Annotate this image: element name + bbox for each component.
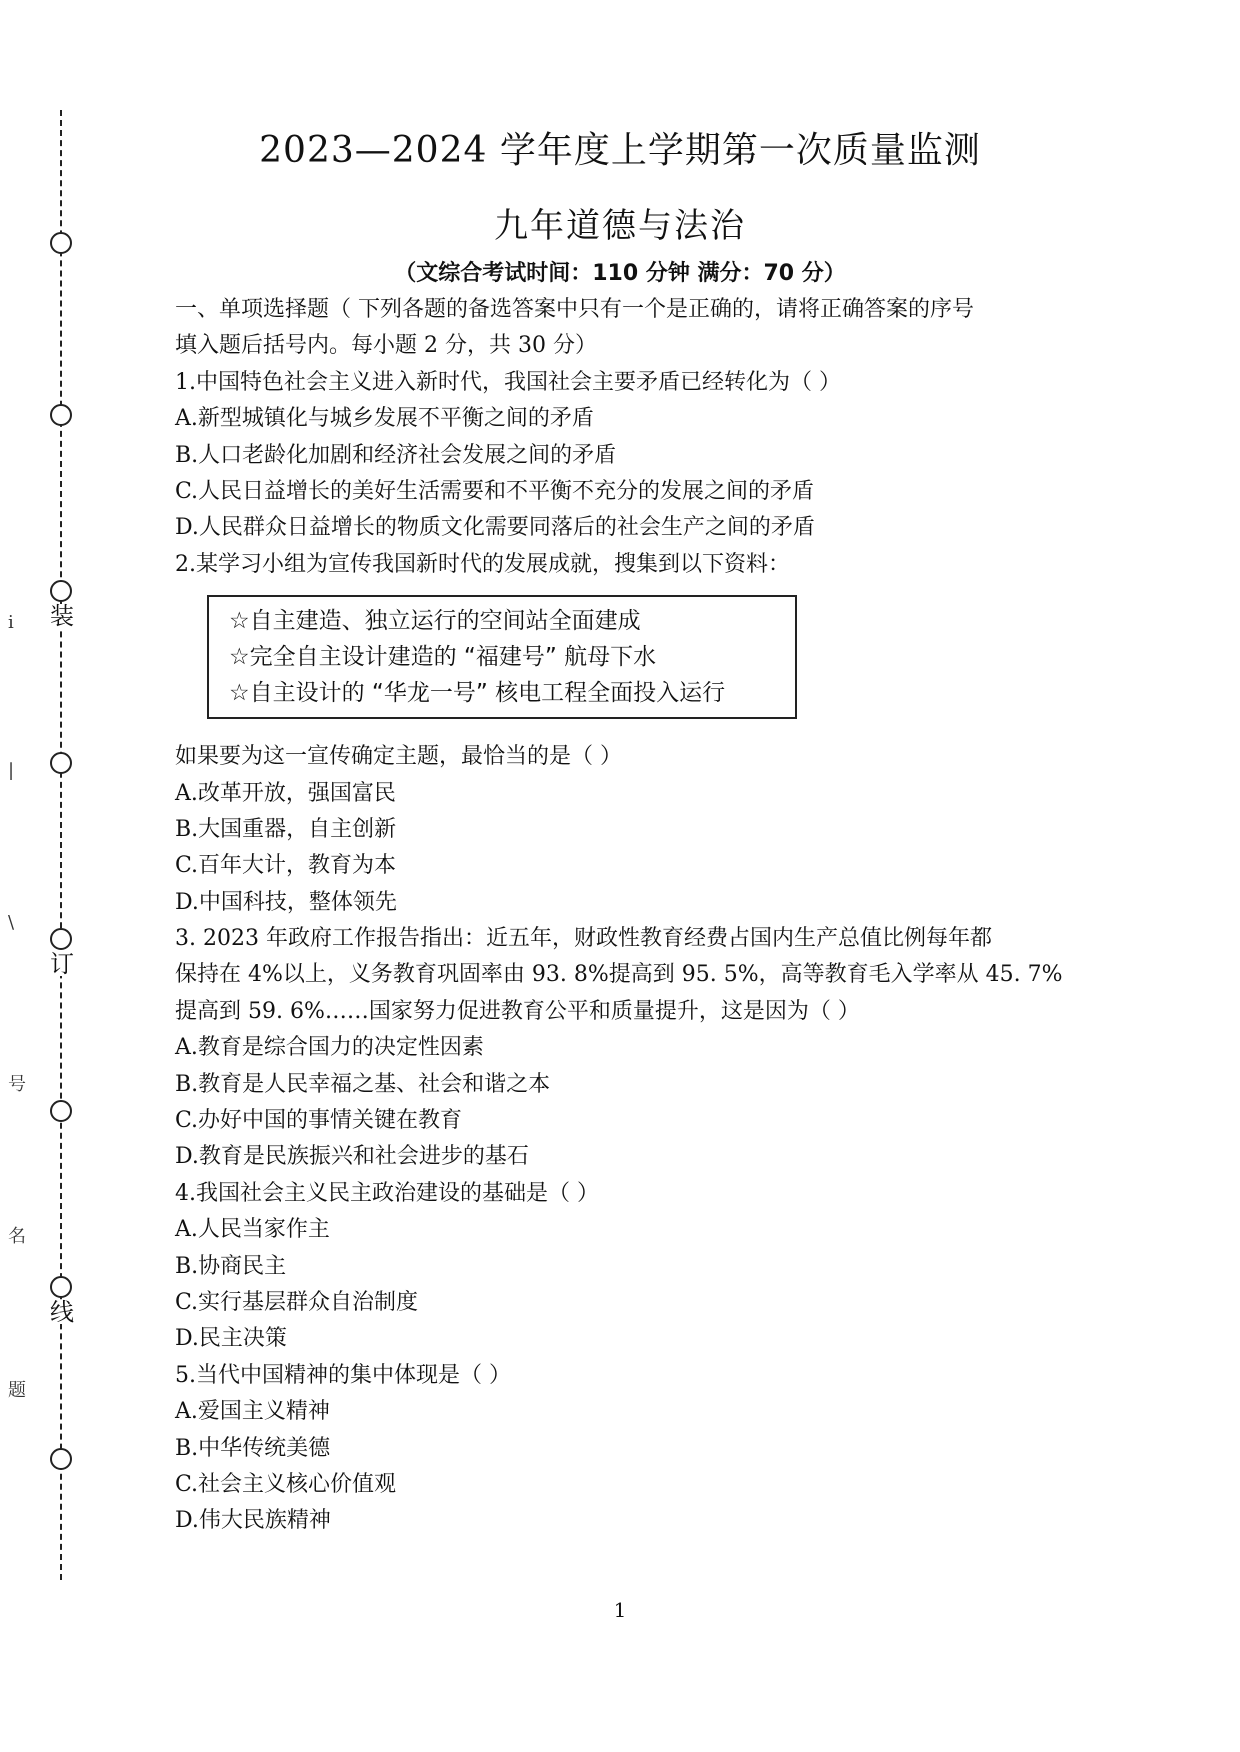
question-1 bbox=[175, 365, 1075, 547]
binding-label-xian: 线 bbox=[50, 1298, 74, 1326]
option-b: B.大国重器，自主创新 bbox=[175, 816, 397, 842]
binding-label-zhuang: 装 bbox=[50, 602, 74, 630]
binding-hole-circle bbox=[50, 404, 72, 426]
margin-mark: 号 bbox=[8, 1074, 26, 1095]
binding-hole-circle bbox=[50, 1276, 72, 1298]
question-stem: 提高到 59. 6%……国家努力促进教育公平和质量提升，这是因为（ ） bbox=[175, 998, 860, 1024]
question-2 bbox=[175, 547, 1075, 921]
binding-hole-circle bbox=[50, 580, 72, 602]
question-stem: 3. 2023 年政府工作报告指出：近五年，财政性教育经费占国内生产总值比例每年都 bbox=[175, 926, 992, 952]
exam-info: （文综合考试时间：110 分钟 满分：70 分） bbox=[394, 261, 846, 286]
option-a: A.爱国主义精神 bbox=[175, 1399, 330, 1425]
option-d: D.中国科技，整体领先 bbox=[175, 889, 397, 915]
exam-content bbox=[175, 292, 1075, 1540]
margin-mark: | bbox=[8, 760, 15, 781]
material-box bbox=[207, 595, 797, 719]
material-item: ☆自主建造、独立运行的空间站全面建成 bbox=[229, 608, 641, 635]
question-stem: 保持在 4%以上，义务教育巩固率由 93. 8%提高到 95. 5%，高等教育毛入学率从 45. 7% bbox=[175, 962, 1063, 988]
material-item: ☆自主设计的 “华龙一号” 核电工程全面投入运行 bbox=[229, 680, 726, 707]
option-d: D.教育是民族振兴和社会进步的基石 bbox=[175, 1144, 529, 1170]
option-a: A.新型城镇化与城乡发展不平衡之间的矛盾 bbox=[175, 406, 594, 432]
margin-mark: i bbox=[8, 612, 14, 633]
option-c: C.百年大计，教育为本 bbox=[175, 853, 397, 879]
question-5 bbox=[175, 1358, 1075, 1540]
option-b: B.中华传统美德 bbox=[175, 1435, 331, 1461]
margin-mark: \ bbox=[8, 912, 15, 933]
option-c: C.社会主义核心价值观 bbox=[175, 1471, 397, 1497]
exam-title: 2023—2024 学年度上学期第一次质量监测 bbox=[259, 130, 981, 171]
option-d: D.民主决策 bbox=[175, 1326, 287, 1352]
margin-mark: 名 bbox=[8, 1226, 26, 1247]
binding-dashed-line bbox=[60, 110, 62, 1580]
question-stem: 1.中国特色社会主义进入新时代，我国社会主要矛盾已经转化为（ ） bbox=[175, 369, 841, 395]
option-a: A.教育是综合国力的决定性因素 bbox=[175, 1035, 484, 1061]
question-4 bbox=[175, 1176, 1075, 1358]
question-stem: 4.我国社会主义民主政治建设的基础是（ ） bbox=[175, 1180, 599, 1206]
binding-hole-circle bbox=[50, 1100, 72, 1122]
option-d: D.人民群众日益增长的物质文化需要同落后的社会生产之间的矛盾 bbox=[175, 515, 815, 541]
exam-subject: 九年道德与法治 bbox=[494, 206, 746, 246]
material-item: ☆完全自主设计建造的 “福建号” 航母下水 bbox=[229, 644, 657, 671]
margin-mark: 题 bbox=[8, 1380, 26, 1401]
option-b: B.人口老龄化加剧和经济社会发展之间的矛盾 bbox=[175, 442, 617, 468]
binding-hole-circle bbox=[50, 1448, 72, 1470]
option-c: C.人民日益增长的美好生活需要和不平衡不充分的发展之间的矛盾 bbox=[175, 478, 815, 504]
option-a: A.改革开放，强国富民 bbox=[175, 780, 396, 806]
binding-label-ding: 订 bbox=[50, 950, 74, 978]
option-a: A.人民当家作主 bbox=[175, 1217, 330, 1243]
question-follow: 如果要为这一宣传确定主题，最恰当的是（ ） bbox=[175, 744, 622, 770]
option-c: C.办好中国的事情关键在教育 bbox=[175, 1108, 463, 1134]
question-stem: 2.某学习小组为宣传我国新时代的发展成就，搜集到以下资料： bbox=[175, 551, 790, 577]
page-number: 1 bbox=[613, 1598, 627, 1622]
binding-hole-circle bbox=[50, 752, 72, 774]
option-d: D.伟大民族精神 bbox=[175, 1508, 331, 1534]
binding-hole-circle bbox=[50, 928, 72, 950]
option-b: B.协商民主 bbox=[175, 1253, 287, 1279]
question-3 bbox=[175, 921, 1075, 1176]
section-heading: 一、单项选择题（ 下列各题的备选答案中只有一个是正确的，请将正确答案的序号 bbox=[175, 297, 974, 322]
option-b: B.教育是人民幸福之基、社会和谐之本 bbox=[175, 1071, 551, 1097]
question-stem: 5.当代中国精神的集中体现是（ ） bbox=[175, 1362, 511, 1388]
option-c: C.实行基层群众自治制度 bbox=[175, 1289, 419, 1315]
section-heading: 填入题后括号内。每小题 2 分，共 30 分） bbox=[175, 333, 597, 359]
